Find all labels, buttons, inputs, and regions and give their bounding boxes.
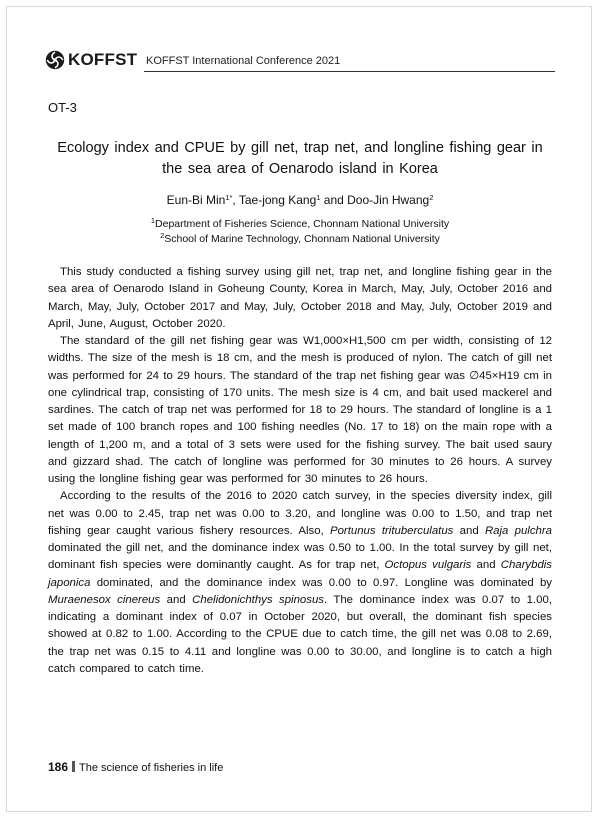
body-paragraph: The standard of the gill net fishing gear was W1,000×H1,500 cm per width, consisting of 12 widths. The size of the mesh is 18 cm, and the mesh is produced of nylon. The catch of gill net was performed for 24 to 29 hours. The standard of the trap net fishing gear was ∅45×H19 cm in one cylindrical trap, consisting of 170 units. The mesh size is 4 cm, and bait used mackerel and sardines. The catch of trap net was performed for 18 to 29 hours. The standard of longline is a 1 set made of 100 branch ropes and 100 fishing needles (No. 17 to 18) on the main rope with a length of 1,200 m, and a total of 3 sets were used for the fishing survey. The bait used saury and gizzard shad. The catch of longline was performed for 30 minutes to 26 hours. A survey using the longline fishing gear was performed for 30 minutes to 26 hours. (48, 335, 552, 485)
affiliation-mark: 1 (150, 216, 156, 225)
species-name: Raja pulchra (484, 524, 552, 537)
koffst-logo-icon (45, 50, 65, 70)
header-rule (144, 71, 555, 72)
body-paragraph (48, 488, 552, 678)
affiliation (50, 233, 550, 245)
affiliation-text: School of Marine Technology, Chonnam National University (164, 233, 440, 245)
paragraph-text: and (453, 524, 485, 537)
conference-name: KOFFST International Conference 2021 (146, 55, 341, 67)
species-name: Octopus vulgaris (384, 559, 472, 572)
footer-divider (72, 761, 75, 772)
logo-text: KOFFST (68, 50, 138, 69)
body-paragraph: This study conducted a fishing survey using gill net, trap net, and longline fishing gear in the sea area of Oenarodo Island in Goheung County, Korea in March, May, July, October 2016 and March, May, July, October 2017 and May, July, October 2018 and May, July, October 2019 and April, June, August, October 2020. (48, 266, 552, 330)
page-header (45, 48, 555, 72)
paragraph-text: dominated, and the dominance index was 0.00 to 0.97. Longline was dominated by (90, 576, 552, 589)
page-number: 186 (48, 760, 69, 774)
paragraph-text: According to the results of the 2016 to 2020 catch survey, in the species diversity index, gill net was 0.00 to 2.45, trap net was 0.00 to 3.20, and longline was 0.00 to 1.50, and trap net fishing gear caught various fishery resources. Also, (48, 490, 552, 537)
species-name: Chelidonichthys spinosus (192, 593, 324, 606)
paragraph-text: dominated the gill net, and the dominance index was 0.50 to 1.00. In the total survey by gill net, dominant fish species were dominantly caught. As for trap net, (48, 542, 552, 572)
author-affiliation-mark: 1 (316, 193, 321, 202)
author-name: Eun-Bi Min (166, 193, 226, 207)
species-name: Muraenesox cinereus (48, 593, 161, 606)
author-name: Tae-jong Kang (238, 193, 317, 207)
species-name: Charybdis japonica (48, 559, 552, 589)
page-footer (48, 760, 223, 774)
paragraph-text: . The dominance index was 0.07 to 1.00, indicating a dominant index of 0.07 in October 2020, but overall, the dominant fish species showed at 0.82 to 1.00. According to the CPUE due to catch time, the gill net was 0.08 to 2.69, the trap net was 0.15 to 4.11 and longline was 0.00 to 30.00, and longline is to catch a high catch compared to catch time. (48, 593, 552, 675)
affiliation-mark: 2 (160, 231, 165, 240)
book-title: The science of fisheries in life (79, 762, 224, 774)
abstract-body (48, 264, 552, 678)
paragraph-text: and (160, 593, 193, 606)
author-separator: and (320, 193, 348, 207)
author-affiliation-mark: 2 (429, 193, 434, 202)
paper-title: Ecology index and CPUE by gill net, trap net, and longline fishing gear in the sea area of Oenarodo island in Korea (57, 140, 543, 177)
paragraph-text: and (471, 559, 501, 572)
affiliation-text: Department of Fisheries Science, Chonnam National University (155, 218, 450, 230)
author-separator: , (232, 193, 239, 207)
author-name: Doo-Jin Hwang (347, 193, 430, 207)
author-list (50, 193, 550, 207)
species-name: Portunus trituberculatus (329, 524, 454, 537)
abstract-code: OT-3 (48, 100, 77, 115)
author-affiliation-mark: 1* (225, 193, 233, 202)
affiliation (50, 218, 550, 230)
